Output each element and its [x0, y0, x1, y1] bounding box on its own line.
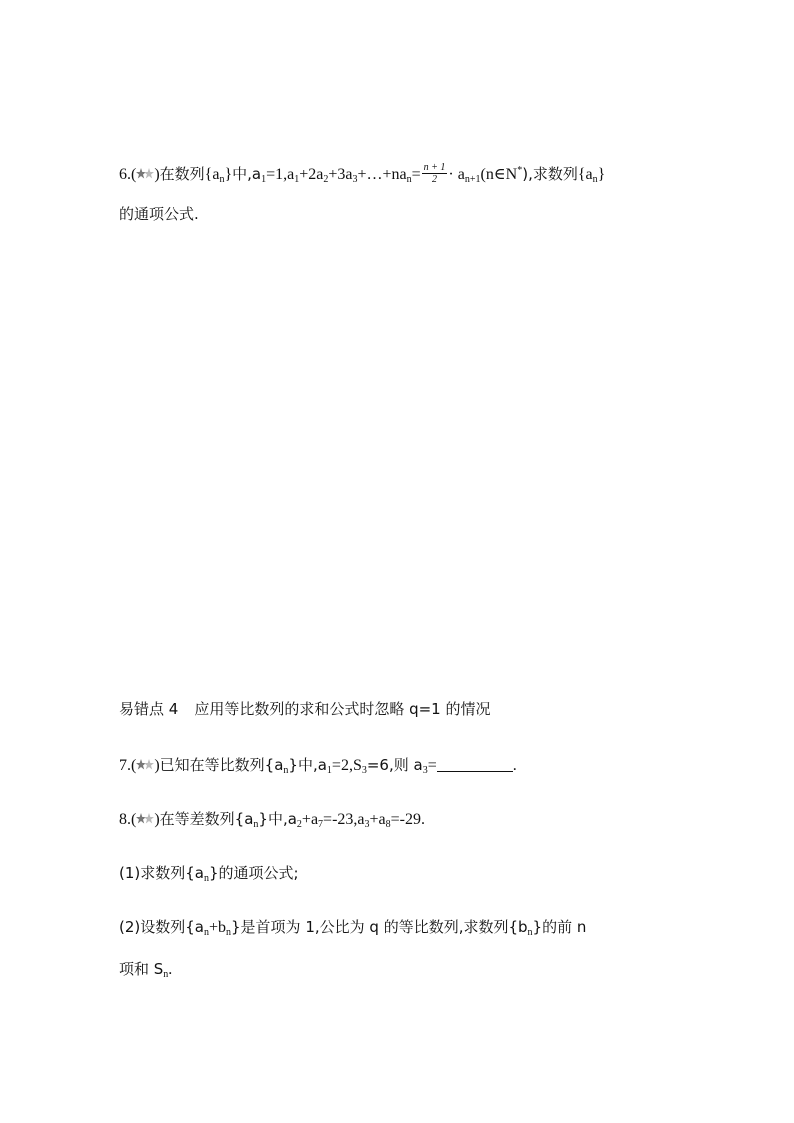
section-text: 应用等比数列的求和公式时忽略 q=1 的情况: [194, 700, 491, 718]
fraction: $\frac{n + 1}{2}$: [423, 161, 446, 185]
difficulty-stars-icon: [136, 759, 154, 771]
problem-8-part-2: (2)设数列$\{a_n+b_n\}$是首项为 1,公比为 q 的等比数列,求数列$\{b_n\}$的前 n: [119, 918, 587, 938]
problem-8-part-2-line-2: 项和 $S_n$.: [119, 960, 173, 980]
difficulty-stars-icon: [136, 813, 154, 825]
problem-8-part-1: (1)求数列$\{a_n\}$的通项公式;: [119, 864, 299, 884]
problem-number: 8.: [119, 811, 131, 828]
problem-number: 6.: [119, 166, 131, 183]
difficulty-stars-icon: [136, 168, 154, 180]
problem-8: 8.( )在等差数列$\{a_n\}$中$,a_2+a_7=-23,a_3+a_8=-29$.: [119, 810, 425, 830]
problem-6-line-1: 6.( )在数列$\{a_n\}$中$,a_1=1,a_1+2a_2+3a_3+\dots+na_n=$ $\frac{n + 1}{2}$ · $a_{n+1}(n\in N^*)$,求数列$\{a_n\}$: [119, 161, 606, 185]
answer-blank[interactable]: [437, 757, 513, 772]
section-title: 易错点 4: [119, 700, 179, 718]
problem-7: 7.( )已知在等比数列$\{a_n\}$中$,a_1=2,S_3=6$,则 $a_3=$ .: [119, 756, 517, 776]
problem-number: 7.: [119, 757, 131, 774]
problem-6-line-2: 的通项公式.: [119, 205, 199, 223]
section-heading: [119, 697, 490, 722]
